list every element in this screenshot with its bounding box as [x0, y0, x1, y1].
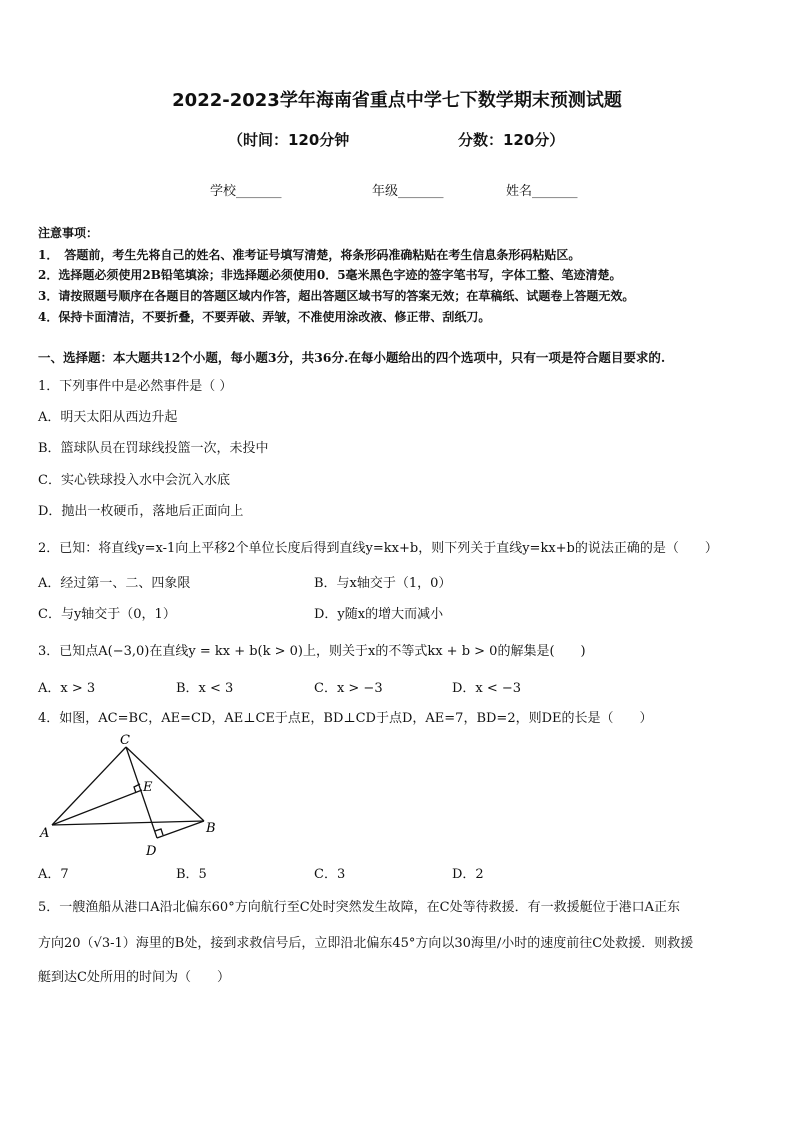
q1-option-a: A．明天太阳从西边升起: [38, 410, 178, 425]
question-5-line-1: 5．一艘渔船从港口A沿北偏东60°方向航行至C处时突然发生故障，在C处等待救援．有一救援艇位于港口A正东: [38, 900, 680, 915]
question-5-line-2: 方向20（√3-1）海里的B处，接到求救信号后，立即沿北偏东45°方向以30海里/小时的速度前往C处救援．则救援: [38, 936, 694, 951]
notes-heading: 注意事项：: [38, 226, 99, 240]
question-5-line-3: 艇到达C处所用的时间为（ ）: [38, 970, 230, 985]
segment-ae: [52, 790, 142, 825]
grade-field: 年级_______: [372, 184, 444, 199]
segment-cb: [126, 747, 204, 821]
segment-ab: [52, 821, 204, 825]
label-c: C: [120, 733, 130, 748]
q2-option-a: A．经过第一、二、四象限: [38, 576, 191, 591]
q2-option-d: D．y随x的增大而减小: [314, 607, 444, 622]
q1-option-d: D．抛出一枚硬币，落地后正面向上: [38, 504, 244, 519]
name-field: 姓名_______: [506, 184, 578, 199]
question-4-stem: 4．如图，AC=BC，AE=CD，AE⊥CE于点E，BD⊥CD于点D，AE=7，BD=2，则DE的长是（ ）: [38, 711, 653, 726]
q3-option-d: D．x < −3: [452, 681, 522, 696]
note-item: 1． 答题前，考生先将自己的姓名、准考证号填写清楚，将条形码准确粘贴在考生信息条形码粘贴区。: [38, 248, 581, 262]
question-3-stem: 3．已知点A(−3,0)在直线y = kx + b(k > 0)上，则关于x的不等式kx + b > 0的解集是( ): [38, 644, 586, 659]
q3-option-b: B．x < 3: [176, 681, 234, 696]
q4-option-b: B．5: [176, 867, 207, 882]
q2-option-b: B．与x轴交于（1，0）: [314, 576, 452, 591]
q3-option-a: A．x > 3: [38, 681, 96, 696]
q1-option-b: B．篮球队员在罚球线投篮一次，未投中: [38, 441, 269, 456]
question-2-stem: 2．已知：将直线y=x-1向上平移2个单位长度后得到直线y=kx+b，则下列关于直线y=kx+b的说法正确的是（ ）: [38, 541, 718, 556]
section-heading: 一、选择题：本大题共12个小题，每小题3分，共36分.在每小题给出的四个选项中，只有一项是符合题目要求的.: [38, 350, 666, 365]
triangle-figure: [30, 733, 230, 863]
note-item: 3．请按照题号顺序在各题目的答题区域内作答，超出答题区域书写的答案无效；在草稿纸、试题卷上答题无效。: [38, 289, 635, 303]
q4-option-c: C．3: [314, 867, 346, 882]
question-1-stem: 1．下列事件中是必然事件是（ ）: [38, 379, 233, 394]
segment-db: [157, 821, 204, 838]
q3-option-c: C．x > −3: [314, 681, 383, 696]
q2-option-c: C．与y轴交于（0，1）: [38, 607, 176, 622]
exam-time: （时间：120分钟: [228, 131, 350, 149]
note-item: 4．保持卡面清洁，不要折叠，不要弄破、弄皱，不准使用涂改液、修正带、刮纸刀。: [38, 310, 491, 324]
q4-option-a: A．7: [38, 867, 69, 882]
label-e: E: [143, 780, 153, 795]
segment-ac: [52, 747, 126, 825]
exam-score: 分数：120分）: [458, 131, 565, 149]
note-item: 2．选择题必须使用2B铅笔填涂；非选择题必须使用0．5毫米黑色字迹的签字笔书写，字体工整、笔迹清楚。: [38, 268, 622, 282]
label-d: D: [146, 844, 157, 859]
q4-option-d: D．2: [452, 867, 484, 882]
label-a: A: [40, 826, 50, 841]
label-b: B: [206, 821, 216, 836]
q1-option-c: C．实心铁球投入水中会沉入水底: [38, 473, 230, 488]
school-field: 学校_______: [210, 184, 282, 199]
page-title: 2022-2023学年海南省重点中学七下数学期末预测试题: [172, 90, 622, 111]
